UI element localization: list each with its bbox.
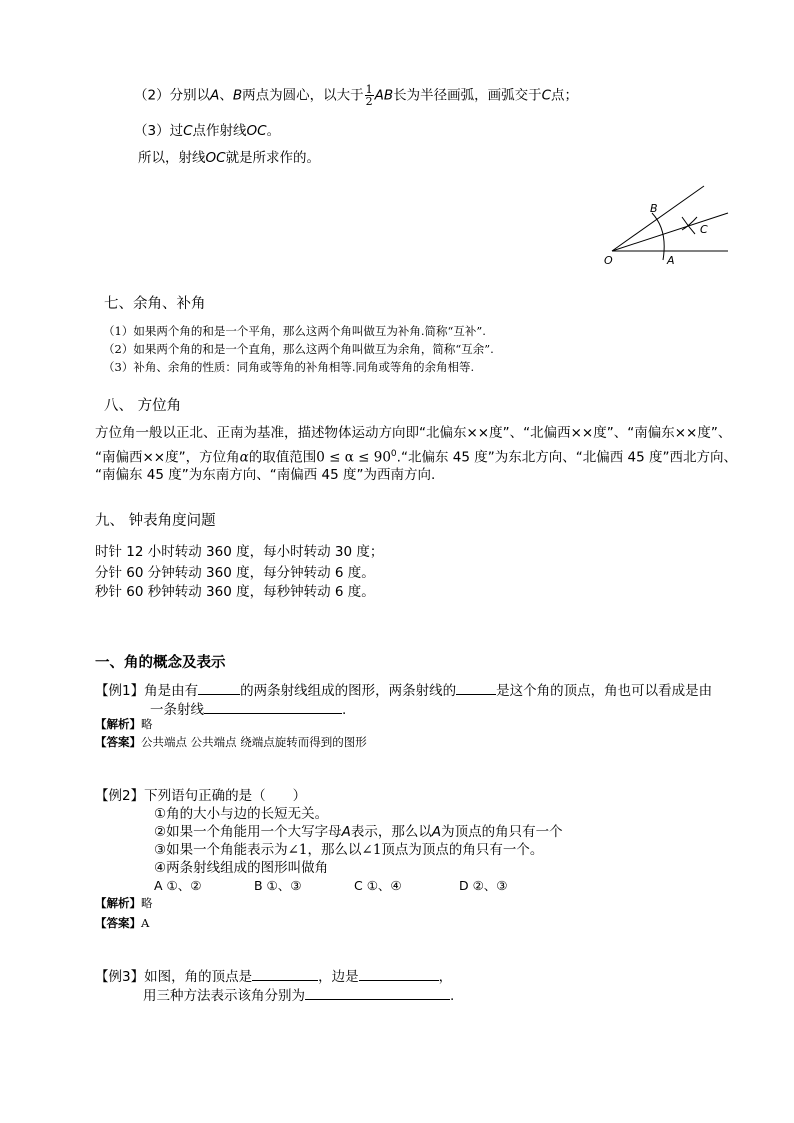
ex2-statement-4: ④两条射线组成的图形叫做角 [154,860,329,876]
point-c: C [541,87,552,104]
section-7-title: 七、余角、补角 [104,296,206,312]
step3-mid: 点作射线 [192,123,247,139]
example-1-analysis [95,716,153,732]
s3-a: ③如果一个角能表示为 [154,842,288,858]
ex3-q-b: ，边是 [318,969,359,985]
s2-c: 为顶点的角只有一个 [441,824,563,840]
s3-b: ，那么以 [307,842,362,858]
degree-sup: 0 [390,449,397,459]
step2-suffix: 长为半径画弧，画弧交于 [393,87,542,104]
ray-oc [612,213,728,251]
conclusion [138,149,320,167]
angle-bisector-figure [600,180,735,270]
example-1-answer [95,734,367,750]
example-1-question-line-2 [150,700,346,719]
ex1-q2-a: 一条射线 [150,702,204,718]
sec7-item-2: （2）如果两个角的和是一个直角，那么这两个角叫做互为余角，简称“互余”. [103,342,494,356]
section-8-title: 八、 方位角 [104,398,182,414]
point-b: B [232,87,243,104]
analysis-tag: 【解析】 [95,717,141,731]
step2-sep: 、 [219,87,233,104]
analysis-text: 略 [141,896,153,910]
ex2-question-text: 下列语句正确的是（ ） [144,788,307,804]
sec9-line-1: 时针 12 小时转动 360 度，每小时转动 30 度； [95,544,384,560]
ray-oc: OC [246,123,267,139]
s2-a: ②如果一个角能用一个大写字母 [154,824,342,840]
label-a: A [667,254,675,267]
analysis-text: 略 [141,717,153,731]
label-c: C [700,223,708,236]
sec8-line2-c: .“北偏东 45 度”为东北方向、“北偏西 45 度”西北方向、 [396,449,737,466]
ex2-statement-3 [154,841,543,859]
sec7-item-1: （1）如果两个角的和是一个平角，那么这两个角叫做互为补角.简称“互补”. [103,324,486,338]
example-2-answer [95,915,149,931]
sec7-item-3: （3）补角、余角的性质：同角或等角的补角相等.同角或等角的余角相等. [103,360,475,374]
ray-oc: OC [205,150,226,166]
blank-1[interactable] [198,681,240,695]
step-3 [134,122,280,140]
frac-den: 2 [365,95,373,108]
example-1-question [95,681,712,700]
s2-b: 表示，那么以 [350,824,432,840]
step3-text: （3）过 [134,123,184,139]
conclusion-text: 所以，射线 [138,150,206,166]
example-2-analysis [95,895,153,911]
sec8-line-3: “南偏东 45 度”为东南方向、“南偏西 45 度”为西南方向. [95,467,436,483]
section-9-title: 九、 钟表角度问题 [95,513,216,529]
var-a: A [431,824,442,840]
ex3-q-c: ， [438,969,453,985]
blank-sides[interactable] [359,967,439,981]
step2-mid: 两点为圆心，以大于 [242,87,364,104]
step-2 [134,84,578,107]
ex1-q-b: 的两条射线组成的图形，两条射线的 [240,683,457,699]
ex2-option-a[interactable]: A ①、② [154,878,202,893]
ex1-q2-b: . [342,702,347,718]
ex2-option-c[interactable]: C ①、④ [354,878,402,893]
blank-notation[interactable] [305,986,450,1000]
example-2-question [95,787,306,805]
part-1-title: 一、角的概念及表示 [95,655,226,671]
angle-1: ∠1 [287,842,308,858]
step2-end: 点； [551,87,579,104]
ray-ob [612,186,704,251]
step2-text: （2）分别以 [134,87,211,104]
fraction-half [365,84,374,107]
label-o: O [604,254,613,267]
answer-text: 公共端点 公共端点 绕端点旋转而得到的图形 [141,735,367,749]
answer-text: A [141,916,150,930]
ex2-statement-2 [154,823,563,841]
ex3-q2-a: 用三种方法表示该角分别为 [143,988,305,1004]
blank-vertex[interactable] [252,967,318,981]
sec9-line-3: 秒针 60 秒钟转动 360 度，每秒钟转动 6 度。 [95,584,375,600]
range-expression: 0 ≤ α ≤ 90 [316,449,391,466]
ex2-statement-1: ①角的大小与边的长短无关。 [154,806,329,822]
segment-ab: AB [374,87,394,104]
analysis-tag: 【解析】 [95,896,141,910]
example-3-question [95,967,452,986]
answer-tag: 【答案】 [95,916,141,930]
sec9-line-2: 分针 60 分钟转动 360 度，每分钟转动 6 度。 [95,565,375,581]
example-3-question-line-2 [143,986,454,1005]
arc-main [652,213,664,260]
blank-2[interactable] [456,681,496,695]
angle-1: ∠1 [361,842,382,858]
ex2-option-b[interactable]: B ①、③ [254,878,302,893]
ex1-q-a: 角是由有 [144,683,199,699]
ex3-q2-b: . [450,988,455,1004]
example-3-tag: 【例3】 [95,969,145,985]
answer-tag: 【答案】 [95,735,141,749]
step3-end: 。 [266,123,281,139]
sec8-line-2 [95,445,737,467]
ex1-q-c: 是这个角的顶点，角也可以看成是由 [496,683,713,699]
point-c: C [183,123,193,139]
conclusion-suffix: 就是所求作的。 [225,150,321,166]
var-a: A [341,824,351,840]
alpha-symbol: α [239,449,249,466]
sec8-line-1: 方位角一般以正北、正南为基准，描述物体运动方向即“北偏东××度”、“北偏西××度”、“南偏东××度”、 [95,425,732,441]
sec8-line2-a: “南偏西××度”，方位角 [95,449,240,466]
blank-3[interactable] [204,700,342,714]
sec8-line2-b: 的取值范围 [248,449,317,466]
point-a: A [210,87,220,104]
ex3-q-a: 如图，角的顶点是 [144,969,253,985]
frac-num: 1 [365,83,373,96]
s3-c: 顶点为顶点的角只有一个。 [381,842,544,858]
ex2-option-d[interactable]: D ②、③ [459,878,508,893]
example-1-tag: 【例1】 [95,683,145,699]
example-2-tag: 【例2】 [95,788,145,804]
label-b: B [650,202,658,215]
